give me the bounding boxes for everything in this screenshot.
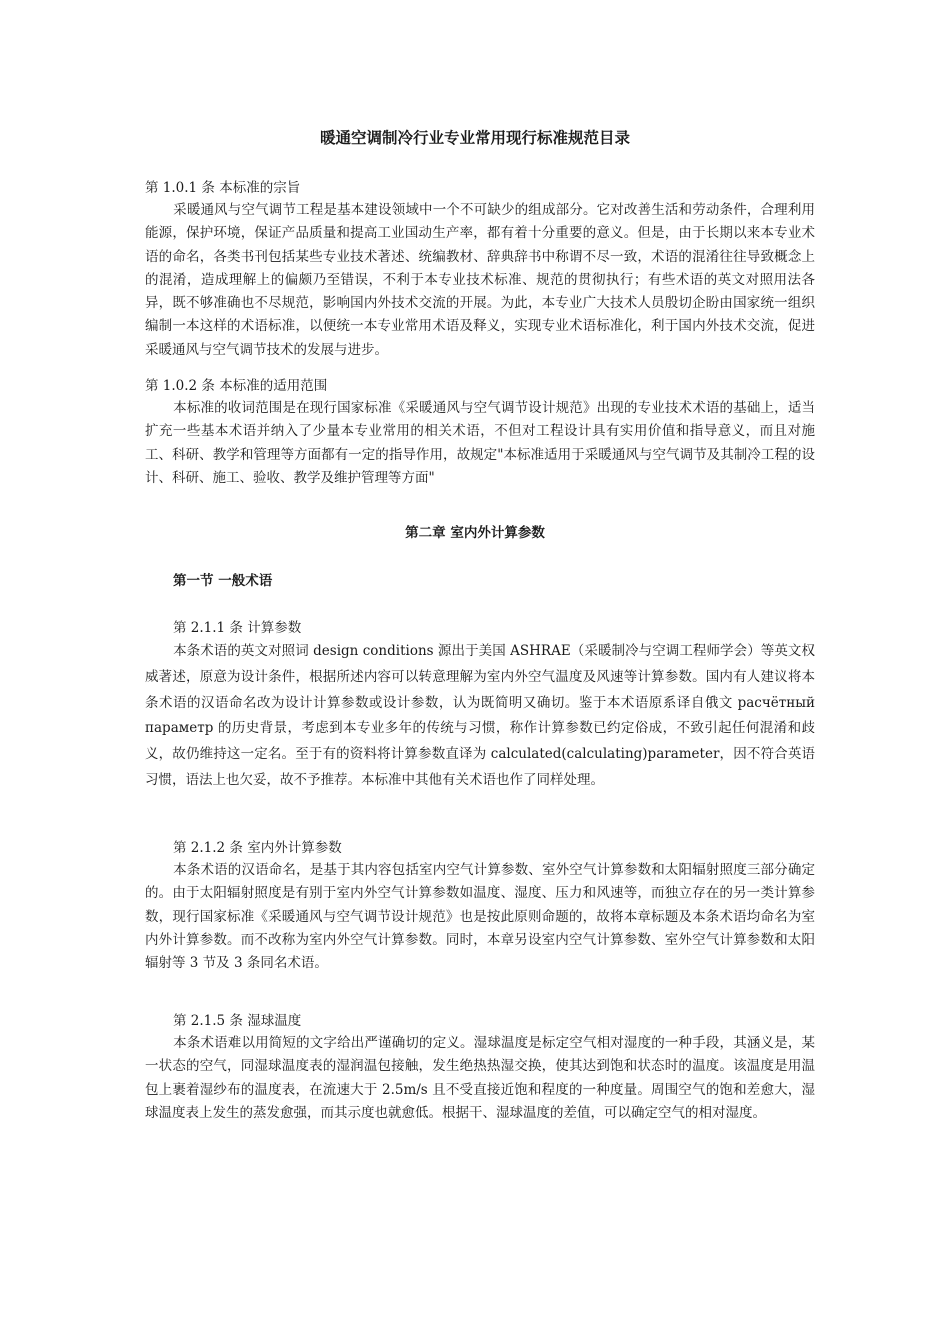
clause-heading: 第 2.1.2 条 室内外计算参数 — [173, 840, 342, 856]
clause-heading: 第 2.1.5 条 湿球温度 — [173, 1013, 302, 1029]
section-1-heading-block — [145, 570, 815, 592]
document-title: 暖通空调制冷行业专业常用现行标准规范目录 — [319, 129, 630, 147]
clause-1-0-2 — [145, 375, 815, 490]
clause-body: 采暖通风与空气调节工程是基本建设领域中一个不可缺少的组成部分。它对改善生活和劳动条件，合理利用能源，保护环境，保证产品质量和提高工业国动生产率，都有着十分重要的意义。但是，由于长期以来本专业术语的命名，各类书刊包括某些专业技术著述、统编教材、辞典辞书中称谓不尽一致，术语的混淆往往导致概念上的混淆，造成理解上的偏颇乃至错误，不利于本专业技术标准、规范的贯彻执行；有些术语的英文对照用法各异，既不够准确也不尽规范，影响国内外技术交流的开展。为此，本专业广大技术人员殷切企盼由国家统一组织编制一本这样的术语标准，以便统一本专业常用术语及释义，实现专业术语标准化，利于国内外技术交流，促进采暖通风与空气调节技术的发展与进步。 — [145, 202, 815, 358]
clause-2-1-5 — [145, 1010, 815, 1125]
clause-heading: 第 1.0.1 条 本标准的宗旨 — [145, 180, 301, 196]
clause-body: 本条术语的英文对照词 design conditions 源出于美国 ASHRAE（采暖制冷与空调工程师学会）等英文权威著述，原意为设计条件，根据所述内容可以转意理解为室内外空气温度及风速等计算参数。国内有人建议将本条术语的汉语命名改为设计计算参数或设计参数，认为既简明又确切。鉴于本术语原系译自俄文 расчётный параметр 的历史背景，考虑到本专业多年的传统与习惯，称作计算参数已约定俗成，不致引起任何混淆和歧义，故仍维持这一定名。至于有的资料将计算参数直译为 calculated(calculating)parameter，因不符合英语习惯，语法上也欠妥，故不予推荐。本标准中其他有关术语也作了同样处理。 — [145, 643, 815, 788]
clause-body: 本条术语难以用简短的文字给出严谨确切的定义。湿球温度是标定空气相对湿度的一种手段，其涵义是，某一状态的空气，同湿球温度表的湿润温包接触，发生绝热热湿交换，使其达到饱和状态时的温度。该温度是用温包上裹着湿纱布的温度表，在流速大于 2.5m/s 且不受直接近饱和程度的一种度量。周围空气的饱和差愈大，湿球温度表上发生的蒸发愈强，而其示度也就愈低。根据干、湿球温度的差值，可以确定空气的相对湿度。 — [145, 1035, 815, 1121]
chapter-title: 第二章 室内外计算参数 — [405, 525, 545, 541]
clause-2-1-1 — [145, 617, 815, 794]
clause-body: 本标准的收词范围是在现行国家标准《采暖通风与空气调节设计规范》出现的专业技术术语的基础上，适当扩充一些基本术语并纳入了少量本专业常用的相关术语，不但对工程设计具有实用价值和指导意义，而且对施工、科研、教学和管理等方面都有一定的指导作用，故规定"本标准适用于采暖通风与空气调节及其制冷工程的设计、科研、施工、验收、教学及维护管理等方面" — [145, 400, 815, 486]
clause-1-0-1 — [145, 177, 815, 362]
chapter-2-heading-block — [145, 522, 815, 544]
clause-2-1-2 — [145, 837, 815, 975]
clause-body: 本条术语的汉语命名，是基于其内容包括室内空气计算参数、室外空气计算参数和太阳辐射照度三部分确定的。由于太阳辐射照度是有别于室内外空气计算参数如温度、湿度、压力和风速等，而独立存在的另一类计算参数，现行国家标准《采暖通风与空气调节设计规范》也是按此原则命题的，故将本章标题及本条术语均命名为室内外计算参数。而不改称为室内外空气计算参数。同时，本章另设室内空气计算参数、室外空气计算参数和太阳辐射等 3 节及 3 条同名术语。 — [145, 862, 815, 972]
clause-heading: 第 2.1.1 条 计算参数 — [173, 620, 302, 636]
clause-heading: 第 1.0.2 条 本标准的适用范围 — [145, 378, 328, 394]
section-title: 第一节 一般术语 — [173, 573, 273, 589]
